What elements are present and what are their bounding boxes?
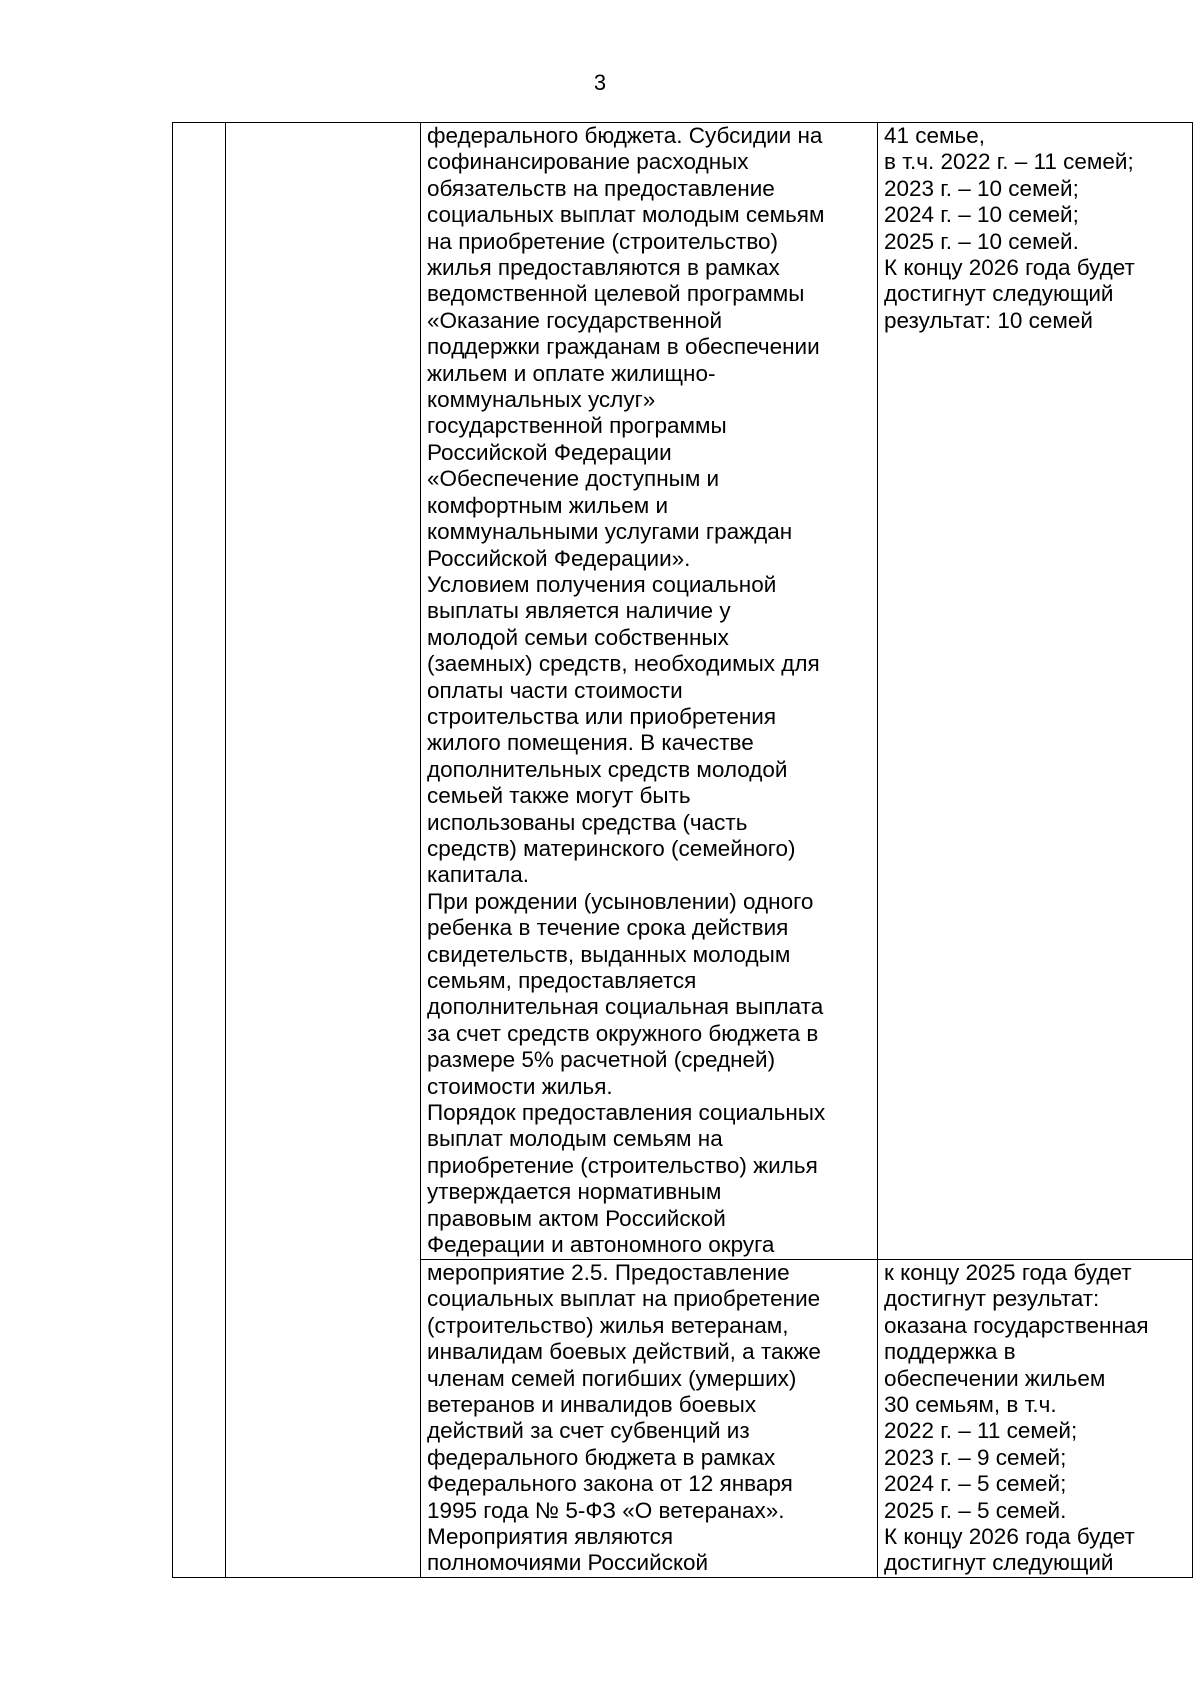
cell-text-line: «Обеспечение доступным и: [427, 466, 720, 492]
cell-text-line: Федерального закона от 12 января: [427, 1471, 793, 1497]
cell-text-line: 2025 г. – 10 семей.: [884, 228, 1079, 254]
cell-text-line: 30 семьям, в т.ч.: [884, 1392, 1057, 1418]
cell-text-line: 41 семье,: [884, 123, 985, 148]
cell-text-line: на приобретение (строительство): [427, 228, 779, 254]
cell-text-line: оплаты части стоимости: [427, 677, 683, 703]
cell-text-line: 2024 г. – 10 семей;: [884, 202, 1079, 228]
cell-text-line: ребенка в течение срока действия: [427, 915, 789, 941]
cell-text-line: строительства или приобретения: [427, 703, 777, 729]
cell-text-line: жильем и оплате жилищно-: [427, 360, 716, 386]
description-cell: [421, 123, 878, 1260]
cell-text-line: свидетельств, выданных молодым: [427, 941, 791, 967]
cell-text-line: мероприятие 2.5. Предоставление: [427, 1260, 790, 1285]
cell-text-line: к концу 2025 года будет: [884, 1260, 1132, 1285]
cell-text-line: 2025 г. – 5 семей.: [884, 1497, 1067, 1523]
cell-text-line: обеспечении жильем: [884, 1365, 1106, 1391]
cell-text-line: федерального бюджета. Субсидии на: [427, 123, 823, 148]
cell-text-line: социальных выплат молодым семьям: [427, 202, 825, 228]
cell-text-line: Российской Федерации: [427, 439, 672, 465]
cell-text-line: комфортным жильем и: [427, 492, 669, 518]
cell-text-line: К концу 2026 года будет: [884, 255, 1135, 281]
cell-text-line: правовым актом Российской: [427, 1205, 726, 1231]
cell-text-line: использованы средства (часть: [427, 809, 748, 835]
task-cell: [226, 123, 421, 1578]
cell-text-line: Мероприятия являются: [427, 1524, 674, 1550]
cell-text-line: семьям, предоставляется: [427, 968, 697, 993]
cell-text-line: (заемных) средств, необходимых для: [427, 651, 820, 677]
cell-text-line: молодой семьи собственных: [427, 624, 729, 650]
number-cell: [173, 123, 226, 1578]
cell-text-line: утверждается нормативным: [427, 1179, 722, 1205]
cell-text-line: К концу 2026 года будет: [884, 1524, 1135, 1550]
cell-text-line: ведомственной целевой программы: [427, 281, 805, 307]
cell-text-line: выплат молодым семьям на: [427, 1126, 723, 1152]
cell-text-line: софинансирование расходных: [427, 149, 749, 175]
cell-text-line: за счет средств окружного бюджета в: [427, 1020, 819, 1046]
cell-text-line: государственной программы: [427, 413, 727, 439]
cell-text-line: оказана государственная: [884, 1312, 1149, 1338]
cell-text-line: 2024 г. – 5 семей;: [884, 1471, 1067, 1497]
cell-text-line: приобретение (строительство) жилья: [427, 1152, 818, 1178]
cell-text-line: поддержки гражданам в обеспечении: [427, 334, 820, 360]
cell-text-line: достигнут результат:: [884, 1286, 1100, 1312]
cell-text-line: Условием получения социальной: [427, 571, 777, 597]
cell-text-line: полномочиями Российской: [427, 1550, 709, 1576]
cell-text-line: достигнут следующий: [884, 1550, 1114, 1576]
cell-text-line: При рождении (усыновлении) одного: [427, 888, 814, 914]
cell-text-line: достигнут следующий: [884, 281, 1114, 307]
cell-text-line: Федерации и автономного округа: [427, 1232, 775, 1258]
cell-text-line: выплаты является наличие у: [427, 598, 731, 624]
cell-text-line: семьей также могут быть: [427, 783, 691, 809]
cell-text-line: членам семей погибших (умерших): [427, 1365, 797, 1391]
cell-text-line: социальных выплат на приобретение: [427, 1286, 821, 1312]
cell-text-line: дополнительная социальная выплата: [427, 994, 824, 1020]
cell-text-line: стоимости жилья.: [427, 1073, 613, 1099]
cell-text-line: поддержка в: [884, 1339, 1016, 1365]
cell-text-line: (строительство) жилья ветеранам,: [427, 1312, 789, 1338]
cell-text-line: коммунальными услугами граждан: [427, 519, 793, 545]
cell-text-line: в т.ч. 2022 г. – 11 семей;: [884, 149, 1134, 175]
cell-text-line: 2023 г. – 9 семей;: [884, 1444, 1067, 1470]
result-cell: [878, 123, 1193, 1260]
measures-table: [172, 122, 1193, 1578]
cell-text-line: «Оказание государственной: [427, 307, 723, 333]
cell-text-line: Порядок предоставления социальных: [427, 1100, 826, 1126]
description-cell: [421, 1260, 878, 1578]
cell-text-line: размере 5% расчетной (средней): [427, 1047, 776, 1073]
cell-text-line: ветеранов и инвалидов боевых: [427, 1392, 757, 1418]
cell-text-line: действий за счет субвенций из: [427, 1418, 750, 1444]
cell-text-line: федерального бюджета в рамках: [427, 1444, 776, 1470]
cell-text-line: 2022 г. – 11 семей;: [884, 1418, 1078, 1444]
cell-text-line: 2023 г. – 10 семей;: [884, 175, 1079, 201]
cell-text-line: дополнительных средств молодой: [427, 756, 788, 782]
cell-text-line: жилого помещения. В качестве: [427, 730, 754, 756]
cell-text-line: коммунальных услуг»: [427, 387, 656, 413]
cell-text-line: результат: 10 семей: [884, 307, 1093, 333]
cell-text-line: капитала.: [427, 862, 530, 888]
cell-text-line: средств) материнского (семейного): [427, 835, 796, 861]
cell-text-line: Российской Федерации».: [427, 545, 691, 571]
cell-text-line: жилья предоставляются в рамках: [427, 255, 780, 281]
result-cell: [878, 1260, 1193, 1578]
table-row: [173, 123, 1193, 1260]
page-number: 3: [593, 70, 607, 95]
cell-text-line: обязательств на предоставление: [427, 175, 775, 201]
cell-text-line: 1995 года № 5-ФЗ «О ветеранах».: [427, 1497, 785, 1523]
cell-text-line: инвалидам боевых действий, а также: [427, 1339, 821, 1365]
